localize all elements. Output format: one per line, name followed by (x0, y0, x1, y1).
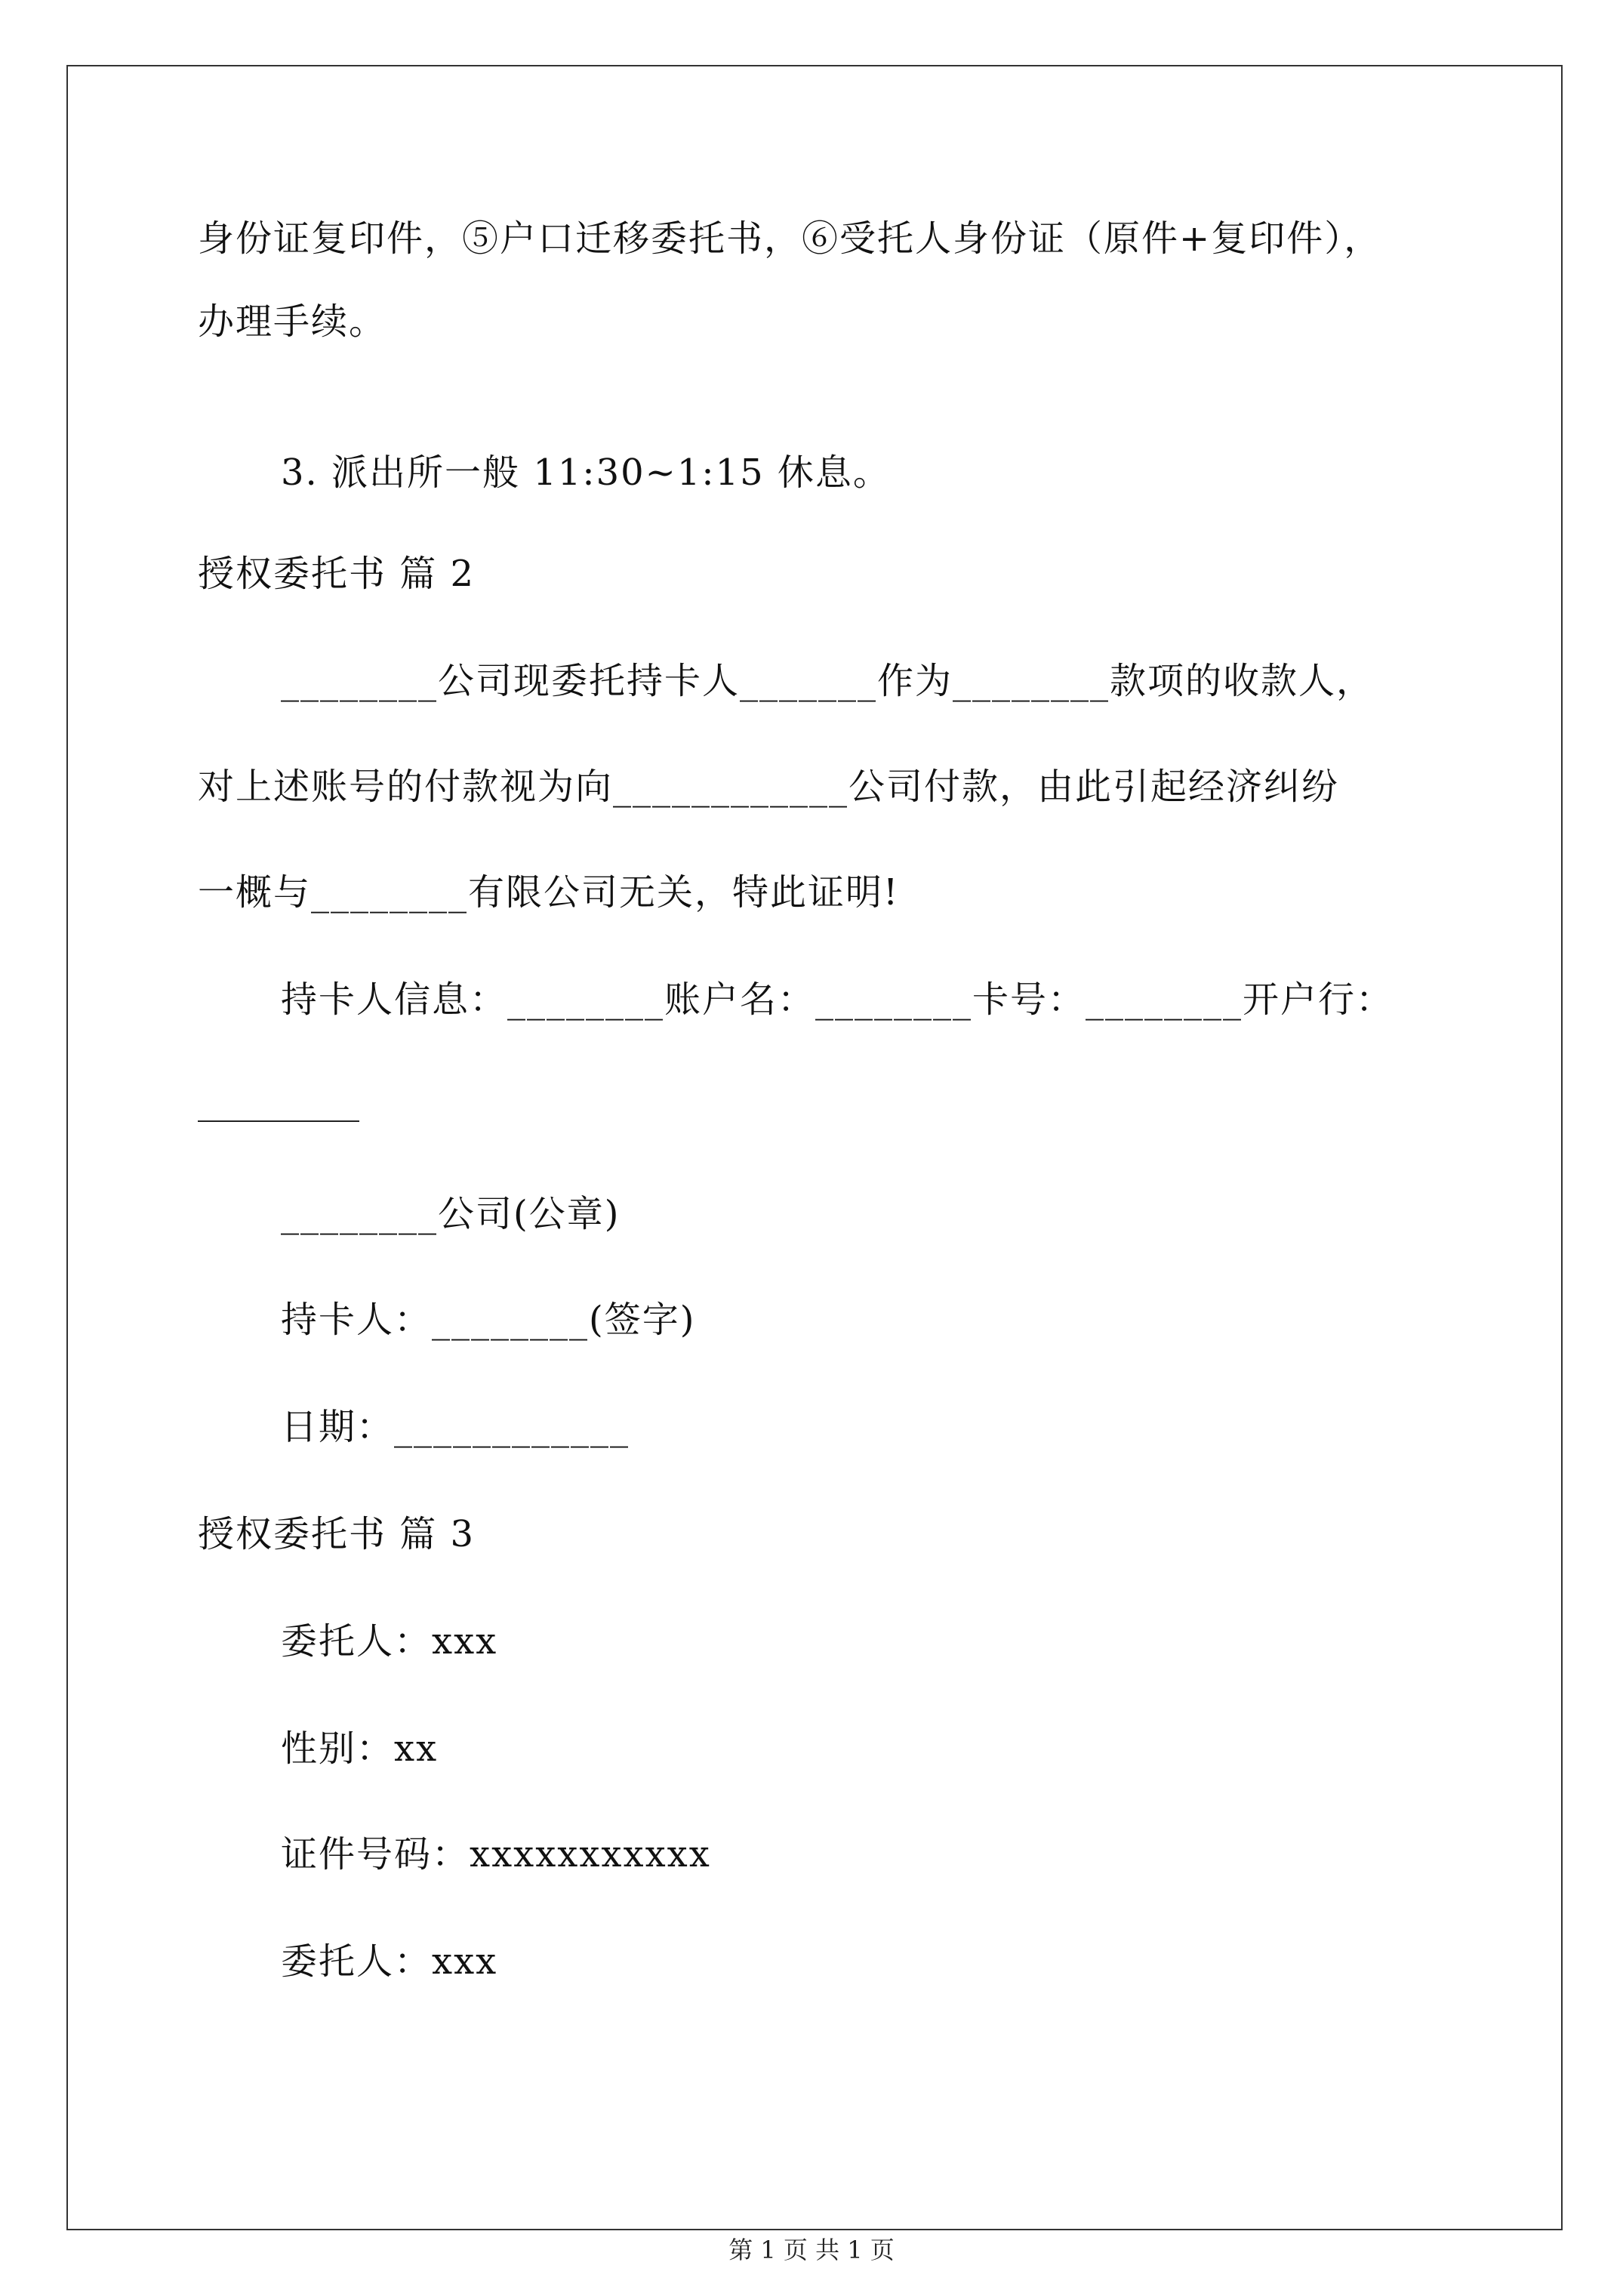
principal-line: 委托人：xxx (281, 1620, 498, 1663)
cardholder-signature-line: 持卡人：________(签字) (281, 1299, 696, 1341)
blank-underline (198, 1120, 359, 1122)
date-line: 日期：____________ (281, 1406, 630, 1448)
body-line-1: 身份证复印件，⑤户口迁移委托书，⑥受托人身份证（原件+复印件）， (198, 217, 1382, 260)
company-seal-line: ________公司(公章) (281, 1193, 621, 1235)
body-line-7: 一概与________有限公司无关，特此证明! (198, 871, 900, 914)
id-number-line: 证件号码：xxxxxxxxxxx (281, 1833, 711, 1875)
cardholder-info-line: 持卡人信息：________账户名：________卡号：________开户行： (281, 978, 1394, 1021)
page-border (66, 65, 1563, 2230)
page-footer: 第 1 页 共 1 页 (728, 2236, 895, 2264)
body-line-5: ________公司现委托持卡人_______作为________款项的收款人， (281, 660, 1375, 702)
gender-line: 性别：xx (281, 1727, 439, 1770)
section-heading-2: 授权委托书 篇 2 (198, 553, 476, 595)
body-line-6: 对上述账号的付款视为向____________公司付款，由此引起经济纠纷 (198, 766, 1340, 808)
principal-line-2: 委托人：xxx (281, 1940, 498, 1983)
section-heading-3: 授权委托书 篇 3 (198, 1513, 476, 1555)
body-line-3: 3. 派出所一般 11:30~1:15 休息。 (281, 451, 891, 494)
body-line-2: 办理手续。 (198, 300, 387, 343)
